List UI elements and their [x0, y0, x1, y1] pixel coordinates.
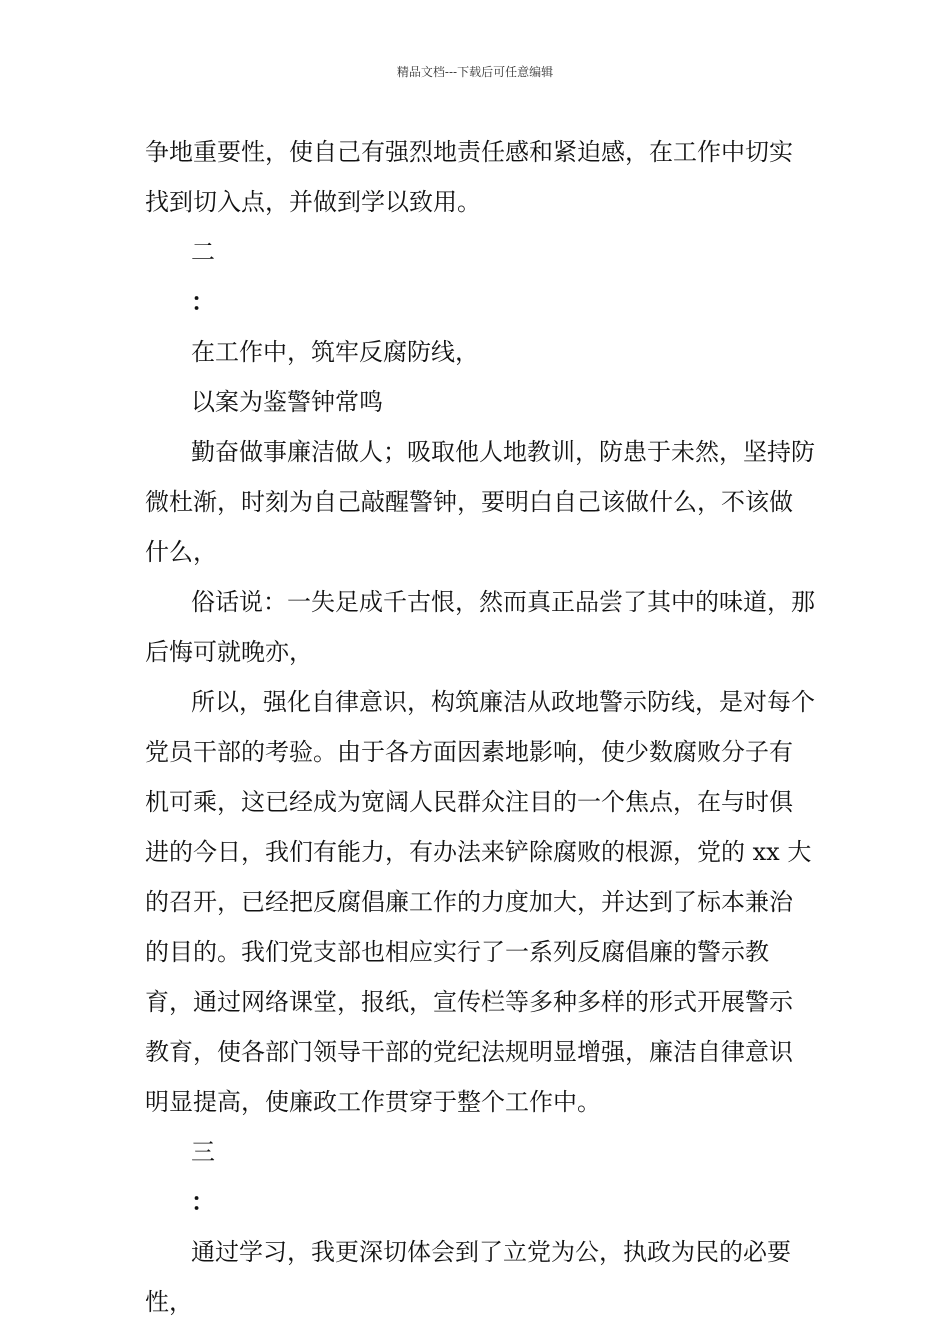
- paragraph: 通过学习，我更深切体会到了立党为公，执政为民的必要性，: [145, 1238, 791, 1316]
- document-body: [145, 127, 815, 1327]
- paragraph: 在工作中，筑牢反腐防线，: [191, 338, 479, 366]
- section-colon: ：: [191, 1187, 215, 1216]
- page-header: 精品文档---下载后可任意编辑: [396, 65, 554, 79]
- paragraph: 以案为鉴警钟常鸣: [191, 388, 383, 416]
- section-number-three: 三: [191, 1138, 215, 1166]
- section-colon: ：: [191, 287, 215, 316]
- paragraph: 所以，强化自律意识，构筑廉洁从政地警示防线，是对每个党员干部的考验。由于各方面因素地影响，使少数腐败分子有机可乘，这已经成为宽阔人民群众注目的一个焦点，在与时俱进的今日，我们有能力，有办法来铲除腐败的根源，党的 xx 大的召开，已经把反腐倡廉工作的力度加大，并达到了标本兼治的目的。我们党支部也相应实行了一系列反腐倡廉的警示教育，通过网络课堂，报纸，宣传栏等多种多样的形式开展警示教育，使各部门领导干部的党纪法规明显增强，廉洁自律意识明显提高，使廉政工作贯穿于整个工作中。: [145, 688, 815, 1116]
- paragraph-continuation: 争地重要性，使自己有强烈地责任感和紧迫感，在工作中切实找到切入点，并做到学以致用。: [145, 138, 793, 216]
- section-number-two: 二: [191, 238, 215, 266]
- paragraph: 勤奋做事廉洁做人；吸取他人地教训，防患于未然，坚持防微杜渐，时刻为自己敲醒警钟，要明白自己该做什么，不该做什么，: [145, 438, 815, 566]
- paragraph: 俗话说：一失足成千古恨，然而真正品尝了其中的味道，那后悔可就晚亦，: [145, 588, 815, 666]
